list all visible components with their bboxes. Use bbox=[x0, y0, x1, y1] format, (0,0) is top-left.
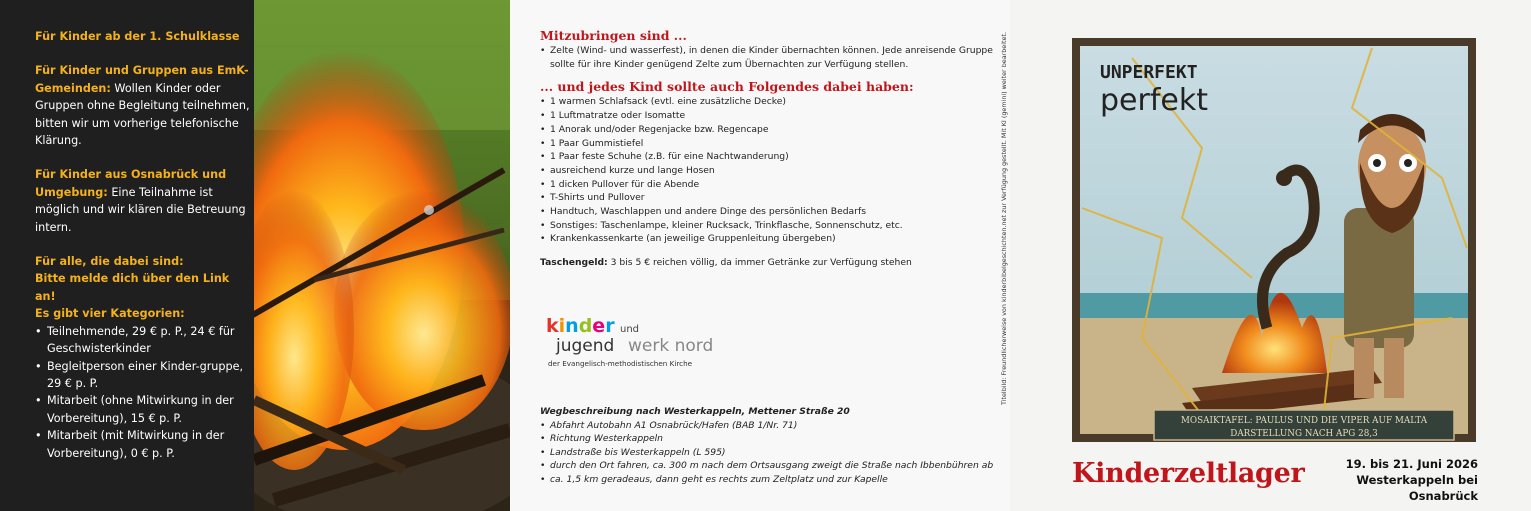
child-section bbox=[540, 79, 1000, 246]
child-heading: ... und jedes Kind sollte auch Folgendes dabei haben: bbox=[540, 79, 914, 95]
child-item: • 1 Paar feste Schuhe (z.B. für eine Nachtwanderung) bbox=[540, 150, 1000, 164]
mosaic-caption-line-1: MOSAIKTAFEL: PAULUS UND DIE VIPER AUF MALTA bbox=[1180, 416, 1428, 426]
child-item: • 1 warmen Schlafsack (evtl. eine zusätzliche Decke) bbox=[540, 95, 1000, 109]
route-step: • Landstraße bis Westerkappeln (L 595) bbox=[540, 446, 1010, 460]
price-item: • Mitarbeit (ohne Mitwirkung in der Vorbereitung), 15 € p. P. bbox=[35, 392, 250, 427]
categories-heading: Es gibt vier Kategorien: bbox=[35, 307, 185, 321]
grade-info: Für Kinder ab der 1. Schulklasse bbox=[35, 30, 240, 43]
child-item: • Krankenkassenkarte (an jeweilige Gruppenleitung übergeben) bbox=[540, 232, 1000, 246]
logo-subtitle: der Evangelisch-methodistischen Kirche bbox=[548, 359, 693, 368]
mosaic-caption-line-2: DARSTELLUNG NACH APG 28,3 bbox=[1230, 429, 1378, 439]
local-info bbox=[35, 166, 250, 236]
child-item: • 1 Luftmatratze oder Isomatte bbox=[540, 109, 1000, 123]
bring-list bbox=[540, 44, 1000, 71]
pocket-text: 3 bis 5 € reichen völlig, da immer Getränke zur Verfügung stehen bbox=[607, 257, 912, 269]
local-heading: Für Kinder aus Osnabrück und Umgebung: bbox=[35, 168, 227, 199]
event-title: Kinderzeltlager bbox=[1072, 458, 1305, 489]
middle-panel bbox=[510, 0, 1010, 511]
bring-heading: Mitzubringen sind ... bbox=[540, 28, 687, 43]
child-list bbox=[540, 95, 1000, 246]
pocket-label: Taschengeld: bbox=[540, 257, 608, 269]
groups-text: Wollen Kinder oder Gruppen ohne Begleitung teilnehmen, bitten wir um vorherige telefonische Klärung. bbox=[35, 81, 250, 148]
mosaic-cover-image bbox=[1072, 38, 1476, 442]
child-item: • 1 dicken Pullover für die Abende bbox=[540, 178, 1000, 192]
route-step: • Richtung Westerkappeln bbox=[540, 432, 1010, 446]
child-item: • T-Shirts und Pullover bbox=[540, 191, 1000, 205]
kjw-logo bbox=[546, 312, 746, 372]
image-credit-text: Titelbild: Freundlicherweise von kinderbibelgeschichten.net zur Verfügung gestellt. Mit KI (gemini) weiter bearbeitet. bbox=[1000, 32, 1008, 405]
registration-info bbox=[35, 253, 250, 462]
logo-word-werk-nord: werk nord bbox=[628, 336, 714, 356]
route-step: • ca. 1,5 km geradeaus, dann geht es rechts zum Zeltplatz und zur Kapelle bbox=[540, 473, 1010, 487]
child-item: • ausreichend kurze und lange Hosen bbox=[540, 164, 1000, 178]
price-item: • Begleitperson einer Kinder-gruppe, 29 € p. P. bbox=[35, 358, 250, 393]
campfire-illustration bbox=[254, 0, 510, 511]
groups-heading: Für Kinder und Gruppen aus EmK- Gemeinden: bbox=[35, 64, 249, 95]
local-text: Eine Teilnahme ist möglich und wir klären die Betreuung intern. bbox=[35, 185, 246, 234]
logo-word-und: und bbox=[620, 324, 640, 335]
child-item: • 1 Paar Gummistiefel bbox=[540, 137, 1000, 151]
packing-list bbox=[540, 28, 1000, 270]
route-list bbox=[540, 419, 1010, 487]
mosaic-title-bottom: perfekt bbox=[1100, 83, 1208, 118]
child-item: • Handtuch, Waschlappen und andere Dinge des persönlichen Bedarfs bbox=[540, 205, 1000, 219]
logo-word-kinder: kinder bbox=[546, 315, 615, 337]
groups-info bbox=[35, 62, 250, 149]
route-step: • durch den Ort fahren, ca. 300 m nach dem Ortsausgang zweigt die Straße nach Ibbenbühren ab bbox=[540, 459, 1010, 473]
left-panel bbox=[0, 0, 254, 511]
bring-item: • Zelte (Wind- und wasserfest), in denen die Kinder übernachten können. Jede anreisende Gruppe sollte für ihre Kinder genügend Zelte zum Übernachten zur Verfügung stellen. bbox=[540, 44, 1000, 71]
route-description bbox=[540, 405, 1010, 486]
logo-word-jugend: jugend bbox=[556, 336, 615, 356]
image-credit bbox=[982, 30, 1008, 410]
mosaic-title-top: UNPERFEKT bbox=[1100, 62, 1198, 83]
child-item: • Sonstiges: Taschenlampe, kleiner Rucksack, Trinkflasche, Sonnenschutz, etc. bbox=[540, 219, 1000, 233]
left-text bbox=[35, 28, 250, 462]
right-panel bbox=[1010, 0, 1531, 511]
campfire-photo bbox=[254, 0, 510, 511]
price-item: • Mitarbeit (mit Mitwirkung in der Vorbereitung), 0 € p. P. bbox=[35, 427, 250, 462]
pocket-money bbox=[540, 256, 1000, 270]
route-step: • Abfahrt Autobahn A1 Osnabrück/Hafen (BAB 1/Nr. 71) bbox=[540, 419, 1010, 433]
event-details bbox=[1310, 456, 1478, 504]
route-heading: Wegbeschreibung nach Westerkappeln, Mettener Straße 20 bbox=[540, 406, 850, 417]
price-item: • Teilnehmende, 29 € p. P., 24 € für Geschwisterkinder bbox=[35, 323, 250, 358]
event-location: Westerkappeln bei Osnabrück bbox=[1356, 473, 1478, 503]
price-list bbox=[35, 323, 250, 462]
event-date: 19. bis 21. Juni 2026 bbox=[1345, 457, 1478, 471]
registration-link-text: Bitte melde dich über den Link an! bbox=[35, 272, 230, 303]
all-heading: Für alle, die dabei sind: bbox=[35, 255, 184, 269]
bring-section bbox=[540, 28, 1000, 71]
child-item: • 1 Anorak und/oder Regenjacke bzw. Regencape bbox=[540, 123, 1000, 137]
